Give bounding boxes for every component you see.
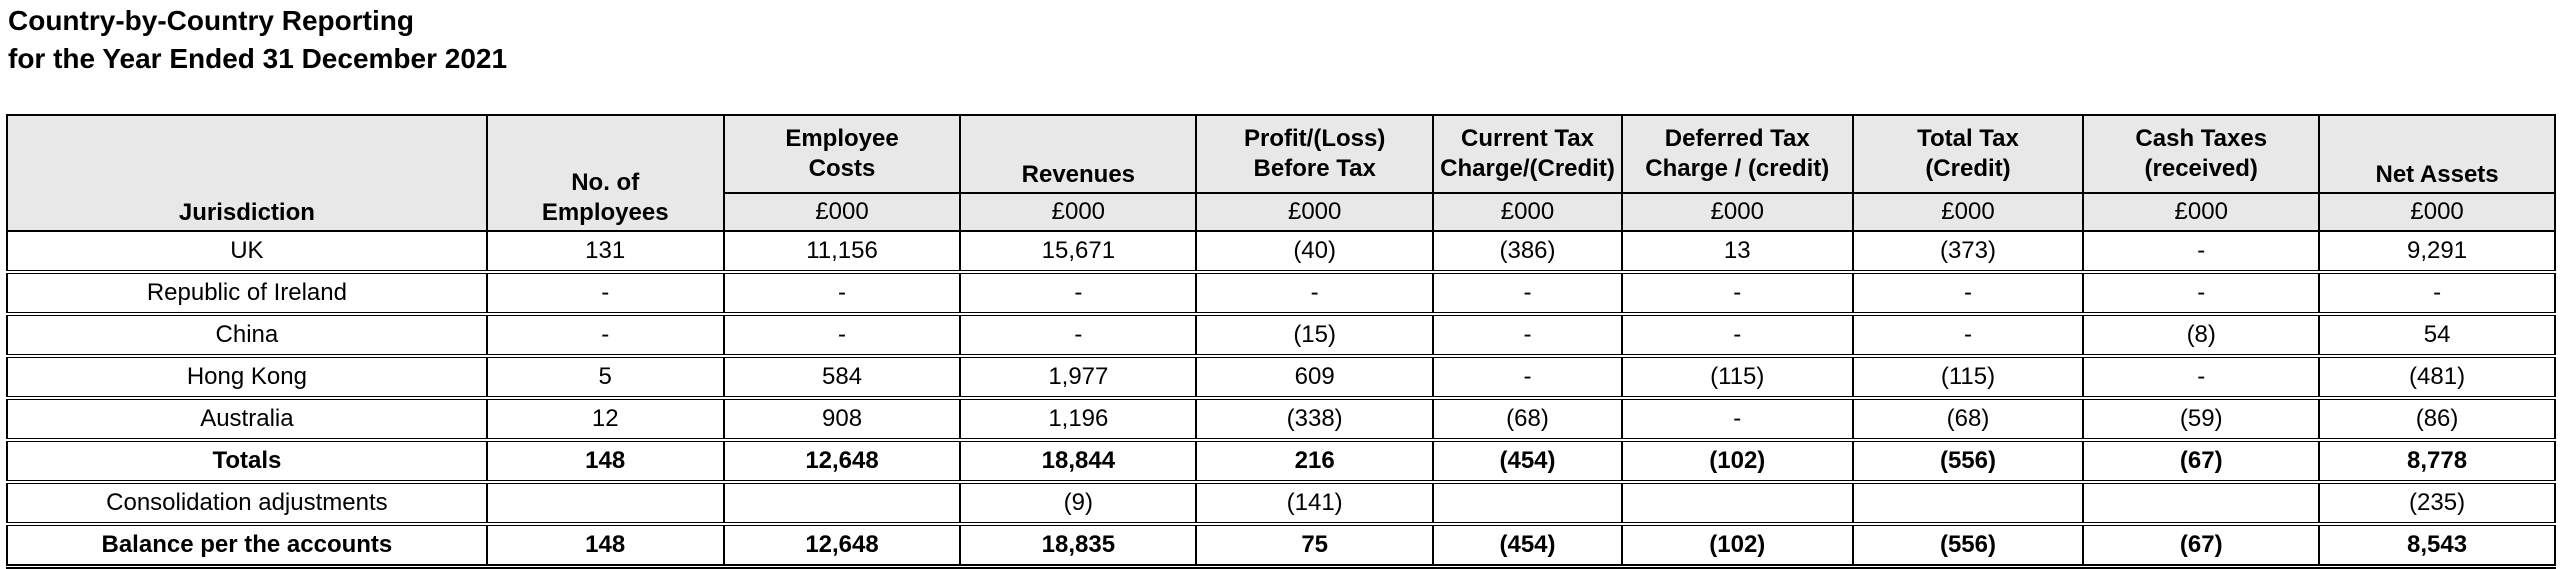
value-cell [2083, 482, 2319, 524]
value-cell: - [2083, 356, 2319, 398]
value-cell: 1,977 [960, 356, 1196, 398]
value-cell: 1,196 [960, 398, 1196, 440]
header-employee-costs: Employee Costs [724, 115, 961, 193]
unit-cell: £000 [2083, 193, 2319, 231]
header-total-tax: Total Tax (Credit) [1853, 115, 2084, 193]
value-cell: 18,835 [960, 524, 1196, 567]
report-title [8, 2, 507, 78]
value-cell: - [2083, 231, 2319, 272]
value-cell: 15,671 [960, 231, 1196, 272]
value-cell: 216 [1196, 440, 1433, 482]
table-row [7, 272, 2555, 314]
value-cell: - [960, 272, 1196, 314]
unit-cell: £000 [724, 193, 961, 231]
value-cell: (86) [2319, 398, 2555, 440]
value-cell: - [2319, 272, 2555, 314]
jurisdiction-cell: Balance per the accounts [7, 524, 487, 567]
value-cell: (338) [1196, 398, 1433, 440]
unit-cell: £000 [1622, 193, 1853, 231]
table-row [7, 356, 2555, 398]
value-cell: - [1853, 314, 2084, 356]
jurisdiction-cell: Australia [7, 398, 487, 440]
table-body [7, 231, 2555, 567]
value-cell: - [1433, 356, 1622, 398]
value-cell: 12,648 [724, 524, 961, 567]
value-cell: (556) [1853, 524, 2084, 567]
cbc-report-table [6, 114, 2556, 569]
value-cell: 8,543 [2319, 524, 2555, 567]
value-cell: - [1853, 272, 2084, 314]
header-cash-taxes: Cash Taxes (received) [2083, 115, 2319, 193]
value-cell: (9) [960, 482, 1196, 524]
value-cell [1853, 482, 2084, 524]
value-cell: - [487, 272, 724, 314]
value-cell: 609 [1196, 356, 1433, 398]
value-cell: 12,648 [724, 440, 961, 482]
value-cell: (8) [2083, 314, 2319, 356]
value-cell: - [960, 314, 1196, 356]
value-cell: 54 [2319, 314, 2555, 356]
value-cell: 13 [1622, 231, 1853, 272]
jurisdiction-cell: UK [7, 231, 487, 272]
value-cell: (15) [1196, 314, 1433, 356]
value-cell: 148 [487, 524, 724, 567]
value-cell: - [1622, 398, 1853, 440]
value-cell: (102) [1622, 440, 1853, 482]
value-cell: 908 [724, 398, 961, 440]
value-cell: (454) [1433, 524, 1622, 567]
value-cell: (454) [1433, 440, 1622, 482]
value-cell: 9,291 [2319, 231, 2555, 272]
value-cell: 18,844 [960, 440, 1196, 482]
value-cell: - [1433, 314, 1622, 356]
value-cell: (68) [1433, 398, 1622, 440]
jurisdiction-cell: China [7, 314, 487, 356]
value-cell: (556) [1853, 440, 2084, 482]
unit-cell: £000 [960, 193, 1196, 231]
unit-cell: £000 [1433, 193, 1622, 231]
value-cell: (386) [1433, 231, 1622, 272]
value-cell: 12 [487, 398, 724, 440]
table-row [7, 231, 2555, 272]
value-cell [724, 482, 961, 524]
jurisdiction-cell: Republic of Ireland [7, 272, 487, 314]
value-cell: (40) [1196, 231, 1433, 272]
value-cell [1622, 482, 1853, 524]
value-cell: - [724, 272, 961, 314]
unit-cell: £000 [2319, 193, 2555, 231]
value-cell: - [2083, 272, 2319, 314]
unit-cell: £000 [1196, 193, 1433, 231]
value-cell: (115) [1853, 356, 2084, 398]
jurisdiction-cell: Consolidation adjustments [7, 482, 487, 524]
value-cell: - [487, 314, 724, 356]
value-cell: (67) [2083, 524, 2319, 567]
value-cell [487, 482, 724, 524]
table-row [7, 398, 2555, 440]
title-line-2: for the Year Ended 31 December 2021 [8, 43, 508, 74]
header-deferred-tax: Deferred Tax Charge / (credit) [1622, 115, 1853, 193]
value-cell: 8,778 [2319, 440, 2555, 482]
value-cell: - [1622, 314, 1853, 356]
table-row [7, 440, 2555, 482]
value-cell: (141) [1196, 482, 1433, 524]
value-cell: - [1433, 272, 1622, 314]
header-profit-before-tax: Profit/(Loss) Before Tax [1196, 115, 1433, 193]
value-cell: (59) [2083, 398, 2319, 440]
table-row [7, 314, 2555, 356]
jurisdiction-cell: Hong Kong [7, 356, 487, 398]
value-cell: 5 [487, 356, 724, 398]
value-cell: (68) [1853, 398, 2084, 440]
unit-cell: £000 [1853, 193, 2084, 231]
table-row [7, 524, 2555, 567]
value-cell [1433, 482, 1622, 524]
value-cell: (373) [1853, 231, 2084, 272]
value-cell: 148 [487, 440, 724, 482]
header-row [7, 115, 2555, 193]
table-row [7, 482, 2555, 524]
value-cell: (67) [2083, 440, 2319, 482]
value-cell: - [1622, 272, 1853, 314]
value-cell: 75 [1196, 524, 1433, 567]
value-cell: 131 [487, 231, 724, 272]
title-line-1: Country-by-Country Reporting [8, 5, 414, 36]
header-net-assets: Net Assets [2319, 115, 2555, 193]
value-cell: - [1196, 272, 1433, 314]
value-cell: 584 [724, 356, 961, 398]
value-cell: (481) [2319, 356, 2555, 398]
jurisdiction-cell: Totals [7, 440, 487, 482]
value-cell: (235) [2319, 482, 2555, 524]
header-current-tax: Current Tax Charge/(Credit) [1433, 115, 1622, 193]
header-jurisdiction: Jurisdiction [7, 115, 487, 231]
value-cell: - [724, 314, 961, 356]
header-employees: No. of Employees [487, 115, 724, 231]
value-cell: (115) [1622, 356, 1853, 398]
header-revenues: Revenues [960, 115, 1196, 193]
value-cell: (102) [1622, 524, 1853, 567]
value-cell: 11,156 [724, 231, 961, 272]
